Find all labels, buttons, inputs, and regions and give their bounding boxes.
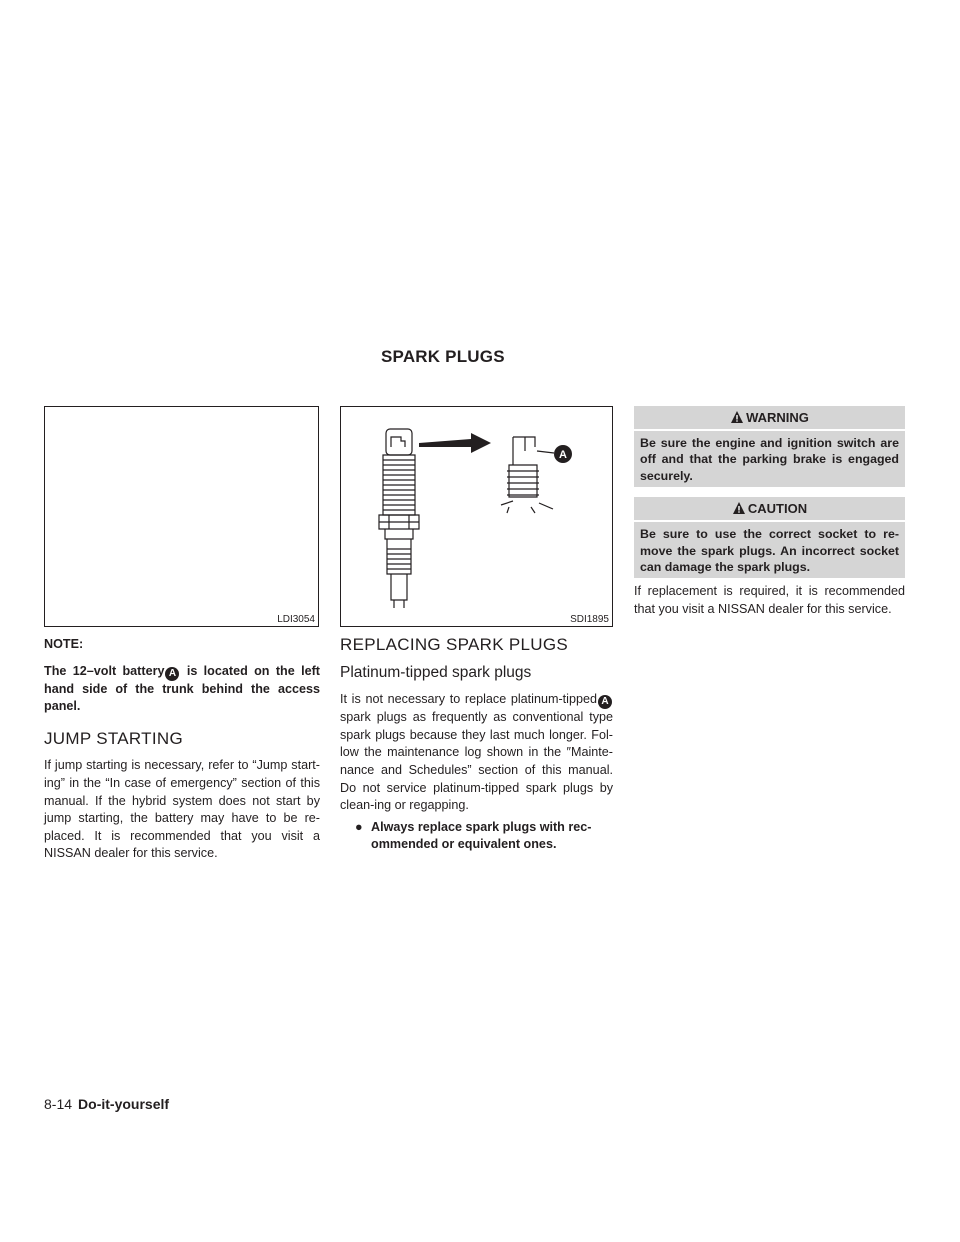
section-title: SPARK PLUGS	[381, 347, 505, 366]
platinum-subheading: Platinum-tipped spark plugs	[340, 663, 532, 681]
callout-a-icon-inline: A	[598, 695, 612, 709]
figure-label-mid: SDI1895	[570, 614, 609, 625]
spark-plug-figure	[340, 406, 613, 627]
jump-starting-text: If jump starting is necessary, refer to “Jump start-ing” in the “In case of emergency” section of this manual. If the hybrid system does not start by jump starting, the battery may have to be re-placed. It is recommended that you visit a NISSAN dealer for this service.	[44, 758, 320, 861]
platinum-text-start: It is not necessary to replace platinum-tipped	[340, 692, 597, 707]
callout-a-icon: A	[165, 667, 179, 681]
caution-body: Be sure to use the correct socket to re-move the spark plugs. An incorrect socket can damage the spark plugs.	[634, 522, 905, 578]
warning-title: WARNING	[746, 410, 809, 425]
caution-icon	[732, 501, 746, 515]
page-number: 8-14	[44, 1096, 73, 1112]
bullet-text: Always replace spark plugs with rec-ommended or equivalent ones.	[371, 819, 592, 852]
middle-column	[340, 636, 613, 854]
chapter-title: Do-it-yourself	[78, 1096, 170, 1112]
callout-a-label: A	[559, 449, 567, 461]
note-text	[44, 663, 320, 716]
replacement-text: If replacement is required, it is recommended that you visit a NISSAN dealer for this service.	[634, 584, 905, 617]
warning-icon	[730, 410, 744, 424]
bullet-icon: ●	[355, 819, 363, 834]
platinum-text-end: spark plugs as frequently as conventional type spark plugs because they last much longer. Fol-low the maintenance log shown in the ″Mainte-nance and Schedules” section of this manual. Do not service platinum-tipped spark plugs by clean-ing or regapping.	[340, 710, 613, 813]
caution-header	[634, 497, 905, 520]
bullet-item	[340, 819, 613, 854]
caution-title: CAUTION	[747, 501, 808, 517]
platinum-text	[340, 691, 613, 815]
spark-plug-illustration	[341, 407, 612, 626]
replacing-heading: REPLACING SPARK PLUGS	[340, 635, 568, 654]
right-column	[634, 406, 905, 619]
figure-label-left: LDI3054	[277, 614, 315, 625]
note-text-start: The 12–volt battery	[44, 663, 165, 678]
note-heading: NOTE:	[44, 637, 84, 651]
battery-figure	[44, 406, 319, 627]
warning-body: Be sure the engine and ignition switch are off and that the parking brake is engaged securely.	[634, 431, 905, 487]
page-footer	[44, 1096, 169, 1112]
warning-header	[634, 406, 905, 429]
jump-starting-heading: JUMP STARTING	[44, 728, 183, 748]
note-text-end: is located on the left hand side of the trunk behind the access panel.	[44, 663, 320, 714]
left-column	[44, 636, 320, 863]
